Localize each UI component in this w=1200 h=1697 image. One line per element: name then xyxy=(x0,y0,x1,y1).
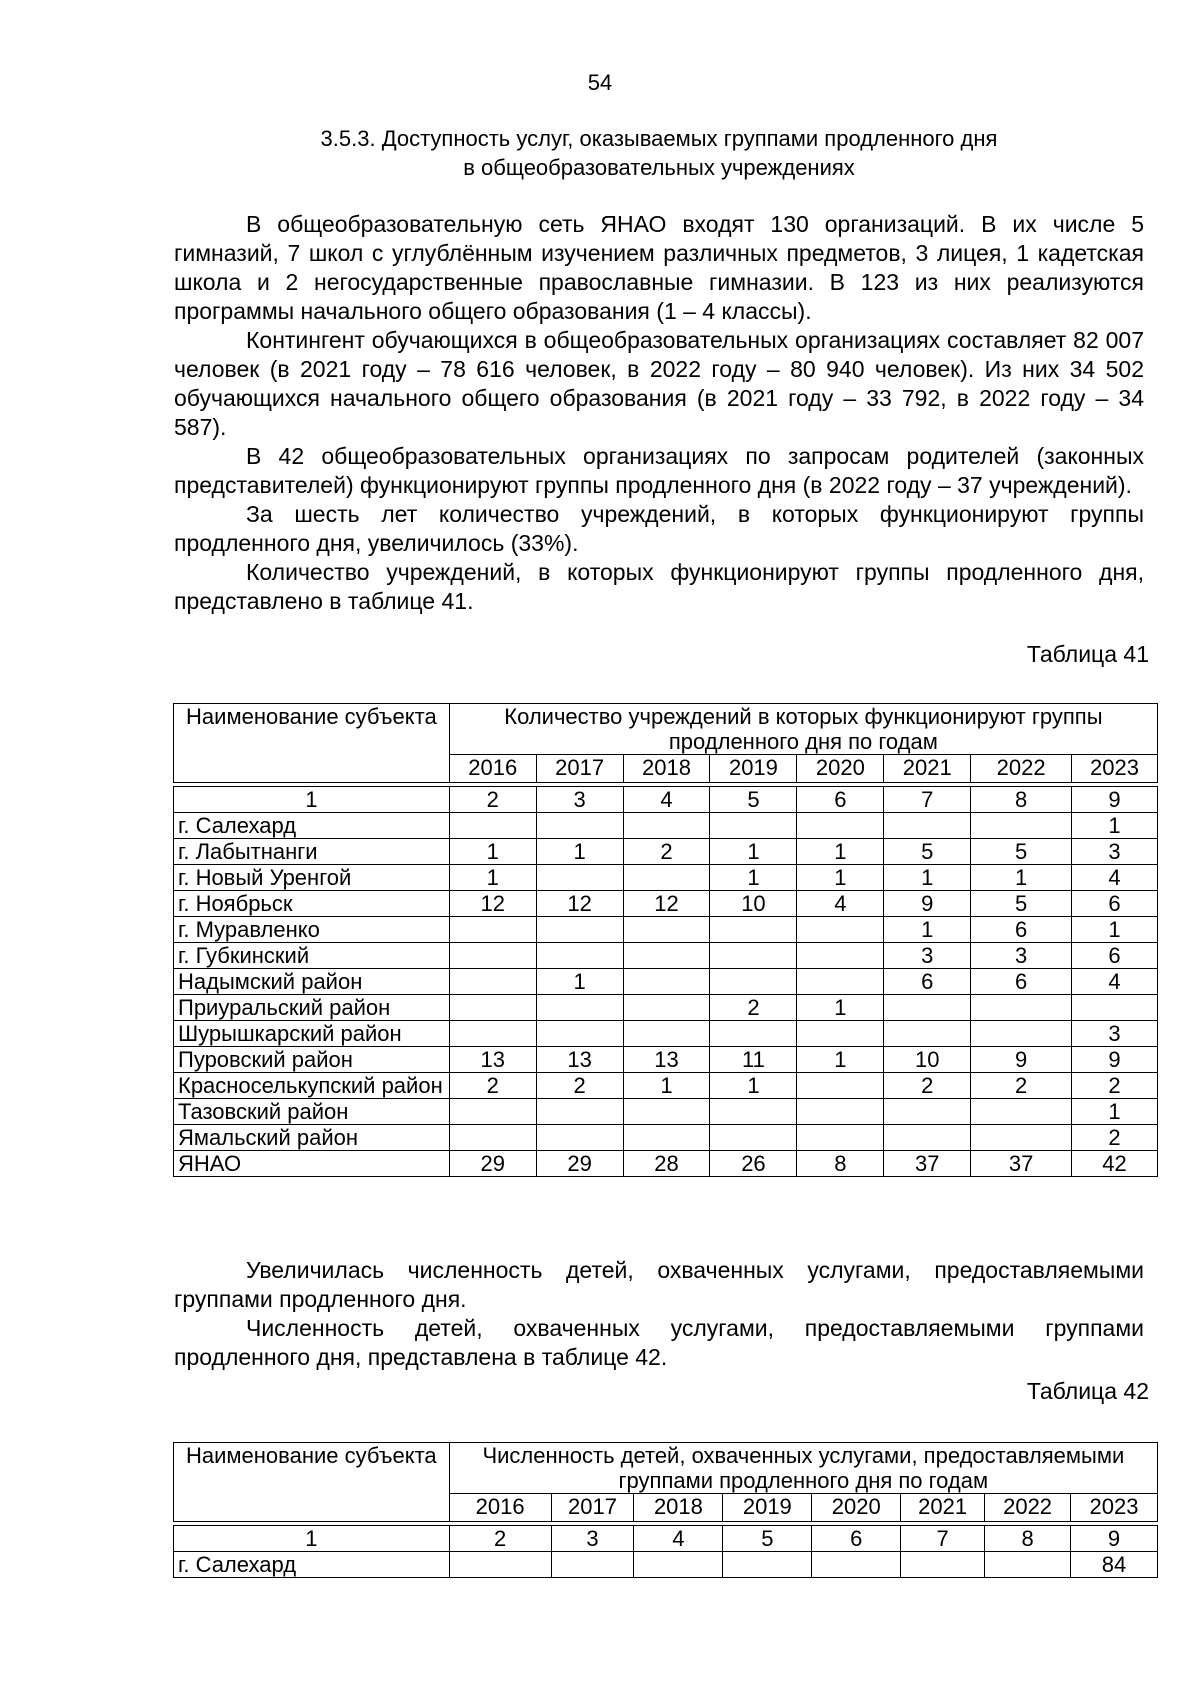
row-name: г. Салехард xyxy=(174,813,450,839)
table-cell: 6 xyxy=(1072,891,1158,917)
table-42-caption: Таблица 42 xyxy=(1026,1378,1149,1404)
name-column-header: Наименование субъекта xyxy=(174,704,450,783)
row-name: Надымский район xyxy=(174,969,450,995)
row-name: Красноселькупский район xyxy=(174,1073,450,1099)
table-row xyxy=(174,1552,1158,1578)
table-row xyxy=(174,813,1158,839)
table-cell: 42 xyxy=(1072,1151,1158,1177)
year-header: 2022 xyxy=(985,1494,1071,1522)
table-cell xyxy=(985,1552,1071,1578)
paragraph: За шесть лет количество учреждений, в которых функционируют группы продленного дня, увеличилось (33%). xyxy=(174,501,1144,556)
row-name: Ямальский район xyxy=(174,1125,450,1151)
middle-text xyxy=(174,1256,1144,1372)
table-cell: 9 xyxy=(1072,1047,1158,1073)
table-cell xyxy=(901,1552,985,1578)
row-name: Приуральский район xyxy=(174,995,450,1021)
year-header: 2022 xyxy=(971,755,1072,783)
table-cell: 1 xyxy=(449,839,536,865)
column-index-row xyxy=(174,787,1158,813)
table-cell xyxy=(884,995,971,1021)
table-cell xyxy=(449,1099,536,1125)
row-name: г. Салехард xyxy=(174,1552,450,1578)
heading-line-2: в общеобразовательных учреждениях xyxy=(463,155,855,180)
year-header: 2017 xyxy=(536,755,623,783)
column-index: 9 xyxy=(1071,1526,1158,1552)
row-name: г. Лабытнанги xyxy=(174,839,450,865)
table-cell xyxy=(634,1552,723,1578)
table-cell xyxy=(884,1099,971,1125)
table-cell xyxy=(623,969,710,995)
table-cell: 9 xyxy=(971,1047,1072,1073)
table-cell xyxy=(449,1552,551,1578)
paragraph: Количество учреждений, в которых функционируют группы продленного дня, представлено в таблице 41. xyxy=(174,559,1144,614)
table-cell xyxy=(797,1125,884,1151)
paragraph: Контингент обучающихся в общеобразовательных организациях составляет 82 007 человек (в 2021 году – 78 616 человек, в 2022 году – 80 940 человек). Из них 34 502 обучающихся начального общего образования (в 2021 году – 33 792, в 2022 году – 34 587). xyxy=(174,327,1144,440)
table-cell xyxy=(971,813,1072,839)
table-cell: 6 xyxy=(884,969,971,995)
table-row xyxy=(174,1073,1158,1099)
table-cell xyxy=(710,1099,797,1125)
table-cell: 4 xyxy=(797,891,884,917)
table-cell: 12 xyxy=(623,891,710,917)
column-index: 1 xyxy=(174,1526,450,1552)
table-cell xyxy=(1072,995,1158,1021)
year-header: 2023 xyxy=(1071,1494,1158,1522)
table-cell xyxy=(536,1021,623,1047)
table-cell xyxy=(536,917,623,943)
table-41 xyxy=(173,703,1158,1177)
column-index: 7 xyxy=(884,787,971,813)
table-cell xyxy=(797,969,884,995)
column-index: 4 xyxy=(623,787,710,813)
table-cell xyxy=(536,995,623,1021)
table-42-body xyxy=(174,1552,1158,1578)
table-cell xyxy=(623,917,710,943)
year-header: 2021 xyxy=(884,755,971,783)
table-cell: 2 xyxy=(536,1073,623,1099)
paragraph: Увеличилась численность детей, охваченных услугами, предоставляемыми группами продленного дня. xyxy=(174,1257,1144,1312)
table-cell: 1 xyxy=(971,865,1072,891)
table-cell xyxy=(623,1125,710,1151)
paragraph: В общеобразовательную сеть ЯНАО входят 130 организаций. В их числе 5 гимназий, 7 школ с углублённым изучением различных предметов, 3 лицея, 1 кадетская школа и 2 негосударственные православные гимназии. В 123 из них реализуются программы начального общего образования (1 – 4 классы). xyxy=(174,211,1144,324)
table-cell xyxy=(449,995,536,1021)
table-cell xyxy=(710,1021,797,1047)
table-cell xyxy=(797,917,884,943)
row-name: Тазовский район xyxy=(174,1099,450,1125)
paragraph: В 42 общеобразовательных организациях по запросам родителей (законных представителей) функционируют группы продленного дня (в 2022 году – 37 учреждений). xyxy=(174,443,1144,498)
table-cell xyxy=(551,1552,634,1578)
table-cell xyxy=(623,865,710,891)
table-cell: 1 xyxy=(884,865,971,891)
table-cell: 1 xyxy=(797,995,884,1021)
table-41-body xyxy=(174,813,1158,1177)
table-cell xyxy=(536,943,623,969)
table-cell xyxy=(710,813,797,839)
year-header: 2023 xyxy=(1072,755,1158,783)
table-cell xyxy=(449,969,536,995)
table-cell xyxy=(797,943,884,969)
table-cell xyxy=(812,1552,901,1578)
table-cell: 1 xyxy=(1072,813,1158,839)
column-index: 2 xyxy=(449,1526,551,1552)
table-cell: 5 xyxy=(971,839,1072,865)
table-cell: 1 xyxy=(710,839,797,865)
table-cell xyxy=(623,943,710,969)
year-header: 2016 xyxy=(449,755,536,783)
table-cell: 6 xyxy=(971,917,1072,943)
table-cell xyxy=(536,1125,623,1151)
table-row xyxy=(174,891,1158,917)
table-cell: 4 xyxy=(1072,865,1158,891)
intro-text xyxy=(174,210,1144,616)
table-row xyxy=(174,1047,1158,1073)
column-index: 5 xyxy=(723,1526,812,1552)
table-cell xyxy=(723,1552,812,1578)
column-index: 6 xyxy=(797,787,884,813)
table-cell: 3 xyxy=(971,943,1072,969)
table-row xyxy=(174,1125,1158,1151)
table-cell xyxy=(797,1021,884,1047)
table-41-caption: Таблица 41 xyxy=(1026,641,1149,667)
table-cell xyxy=(884,1125,971,1151)
row-name: г. Губкинский xyxy=(174,943,450,969)
table-cell: 2 xyxy=(710,995,797,1021)
column-index: 7 xyxy=(901,1526,985,1552)
table-cell xyxy=(449,1125,536,1151)
row-name: Пуровский район xyxy=(174,1047,450,1073)
row-name: г. Ноябрьск xyxy=(174,891,450,917)
table-cell: 5 xyxy=(971,891,1072,917)
table-cell: 29 xyxy=(536,1151,623,1177)
table-cell xyxy=(710,1125,797,1151)
table-cell: 4 xyxy=(1072,969,1158,995)
table-row xyxy=(174,1021,1158,1047)
year-header: 2019 xyxy=(723,1494,812,1522)
column-index: 3 xyxy=(536,787,623,813)
table-cell xyxy=(710,969,797,995)
table-cell xyxy=(797,1073,884,1099)
group-column-header: Количество учреждений в которых функционируют группы продленного дня по годам xyxy=(449,704,1157,755)
table-cell xyxy=(623,813,710,839)
table-cell xyxy=(971,1021,1072,1047)
table-cell xyxy=(884,1021,971,1047)
table-cell: 1 xyxy=(797,865,884,891)
row-name: ЯНАО xyxy=(174,1151,450,1177)
table-cell xyxy=(449,943,536,969)
table-cell: 13 xyxy=(623,1047,710,1073)
table-cell: 13 xyxy=(449,1047,536,1073)
table-row xyxy=(174,995,1158,1021)
table-cell: 29 xyxy=(449,1151,536,1177)
column-index: 8 xyxy=(971,787,1072,813)
column-index-row xyxy=(174,1526,1158,1552)
year-header: 2016 xyxy=(449,1494,551,1522)
table-cell: 1 xyxy=(536,969,623,995)
table-cell: 2 xyxy=(884,1073,971,1099)
table-cell: 12 xyxy=(449,891,536,917)
table-cell xyxy=(710,943,797,969)
heading-line-1: 3.5.3. Доступность услуг, оказываемых группами продленного дня xyxy=(320,126,998,151)
year-header: 2020 xyxy=(797,755,884,783)
table-42 xyxy=(173,1442,1158,1578)
table-cell: 8 xyxy=(797,1151,884,1177)
table-row xyxy=(174,1099,1158,1125)
table-cell: 37 xyxy=(971,1151,1072,1177)
table-cell xyxy=(536,865,623,891)
table-cell xyxy=(449,813,536,839)
table-cell: 1 xyxy=(449,865,536,891)
table-cell: 3 xyxy=(1072,1021,1158,1047)
year-header: 2019 xyxy=(710,755,797,783)
table-header-row xyxy=(174,1443,1158,1494)
year-header: 2018 xyxy=(623,755,710,783)
column-index: 1 xyxy=(174,787,450,813)
table-cell: 84 xyxy=(1071,1552,1158,1578)
table-cell xyxy=(623,1021,710,1047)
row-name: г. Муравленко xyxy=(174,917,450,943)
year-header: 2018 xyxy=(634,1494,723,1522)
table-cell xyxy=(449,917,536,943)
table-cell xyxy=(623,995,710,1021)
table-cell: 12 xyxy=(536,891,623,917)
table-cell: 2 xyxy=(1072,1125,1158,1151)
page-number: 54 xyxy=(587,70,613,95)
table-cell: 1 xyxy=(536,839,623,865)
table-cell xyxy=(971,1099,1072,1125)
table-cell xyxy=(536,1099,623,1125)
table-cell: 6 xyxy=(1072,943,1158,969)
table-cell: 28 xyxy=(623,1151,710,1177)
column-index: 3 xyxy=(551,1526,634,1552)
year-header: 2020 xyxy=(812,1494,901,1522)
table-cell: 2 xyxy=(623,839,710,865)
table-row xyxy=(174,943,1158,969)
column-index: 4 xyxy=(634,1526,723,1552)
column-index: 5 xyxy=(710,787,797,813)
table-cell: 1 xyxy=(797,1047,884,1073)
column-index: 8 xyxy=(985,1526,1071,1552)
table-row xyxy=(174,1151,1158,1177)
table-cell xyxy=(797,1099,884,1125)
table-row xyxy=(174,969,1158,995)
name-column-header: Наименование субъекта xyxy=(174,1443,450,1522)
table-cell xyxy=(623,1099,710,1125)
table-cell xyxy=(884,813,971,839)
table-cell xyxy=(710,917,797,943)
table-row xyxy=(174,917,1158,943)
paragraph: Численность детей, охваченных услугами, предоставляемыми группами продленного дня, представлена в таблице 42. xyxy=(174,1315,1144,1370)
year-header: 2021 xyxy=(901,1494,985,1522)
table-cell: 6 xyxy=(971,969,1072,995)
section-heading xyxy=(174,124,1144,182)
table-row xyxy=(174,839,1158,865)
column-index: 9 xyxy=(1072,787,1158,813)
table-cell: 37 xyxy=(884,1151,971,1177)
table-cell xyxy=(797,813,884,839)
table-cell: 3 xyxy=(884,943,971,969)
table-cell: 1 xyxy=(710,865,797,891)
year-header: 2017 xyxy=(551,1494,634,1522)
table-cell: 13 xyxy=(536,1047,623,1073)
table-cell: 2 xyxy=(449,1073,536,1099)
table-cell xyxy=(449,1021,536,1047)
table-cell: 26 xyxy=(710,1151,797,1177)
group-column-header: Численность детей, охваченных услугами, предоставляемыми группами продленного дня по годам xyxy=(449,1443,1157,1494)
table-cell: 1 xyxy=(797,839,884,865)
table-cell: 2 xyxy=(1072,1073,1158,1099)
table-cell xyxy=(971,1125,1072,1151)
table-cell xyxy=(536,813,623,839)
table-cell: 1 xyxy=(1072,1099,1158,1125)
table-cell: 11 xyxy=(710,1047,797,1073)
table-cell: 10 xyxy=(710,891,797,917)
table-row xyxy=(174,865,1158,891)
table-cell: 1 xyxy=(1072,917,1158,943)
table-cell: 3 xyxy=(1072,839,1158,865)
table-cell: 9 xyxy=(884,891,971,917)
table-cell xyxy=(971,995,1072,1021)
row-name: Шурышкарский район xyxy=(174,1021,450,1047)
table-cell: 10 xyxy=(884,1047,971,1073)
column-index: 2 xyxy=(449,787,536,813)
table-cell: 5 xyxy=(884,839,971,865)
column-index: 6 xyxy=(812,1526,901,1552)
table-header-row xyxy=(174,704,1158,755)
table-cell: 1 xyxy=(623,1073,710,1099)
table-cell: 2 xyxy=(971,1073,1072,1099)
row-name: г. Новый Уренгой xyxy=(174,865,450,891)
table-cell: 1 xyxy=(710,1073,797,1099)
table-cell: 1 xyxy=(884,917,971,943)
